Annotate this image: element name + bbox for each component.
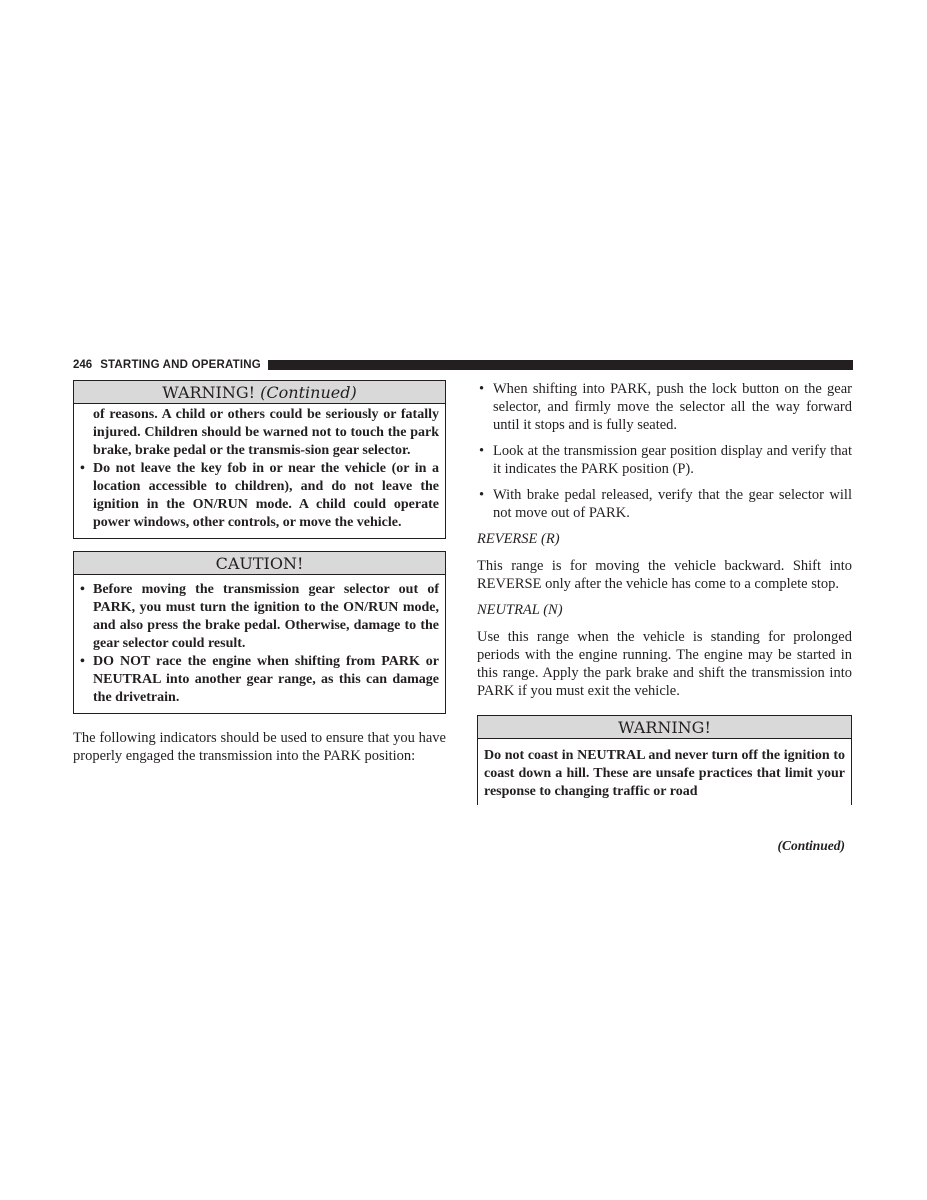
neutral-warning-body (478, 739, 851, 805)
caution-bullet: • Before moving the transmission gear selector out of PARK, you must turn the ignition to the ON/RUN mode, and also press the brake pedal. Otherwise, damage to the gear selector could result. (80, 581, 439, 653)
header-rule (268, 360, 853, 370)
page-number: 246 (73, 359, 93, 371)
warning-bullets (80, 460, 439, 532)
warning-title (74, 381, 445, 404)
neutral-warning-box (477, 715, 852, 805)
neutral-warning-text: Do not coast in NEUTRAL and never turn off the ignition to coast down a hill. These are unsafe practices that limit your response to changing traffic or road (484, 748, 845, 799)
warning-label: WARNING! (162, 383, 256, 402)
warning-bullet: • Do not leave the key fob in or near the vehicle (or in a location accessible to children), and do not leave the ignition in the ON/RUN mode. A child could operate power windows, other controls, or move the vehicle. (80, 460, 439, 532)
left-column (73, 380, 446, 765)
neutral-paragraph: Use this range when the vehicle is standing for prolonged periods with the engine running. The engine may be started in this range. Apply the park brake and shift the transmission into PARK if you must exit the vehicle. (477, 629, 852, 699)
caution-body (74, 575, 445, 713)
warning-box-continued (73, 380, 446, 539)
list-item: • When shifting into PARK, push the lock button on the gear selector, and firmly move the selector all the way forward until it stops and is fully seated. (477, 380, 852, 434)
caution-box (73, 551, 446, 714)
neutral-heading: NEUTRAL (N) (477, 602, 563, 618)
page-header (73, 358, 853, 372)
list-item: • Look at the transmission gear position display and verify that it indicates the PARK position (P). (477, 442, 852, 478)
reverse-heading: REVERSE (R) (477, 531, 560, 547)
list-item: • With brake pedal released, verify that the gear selector will not move out of PARK. (477, 486, 852, 522)
warning-continued-label: (Continued) (260, 383, 357, 402)
park-indicator-list (477, 380, 852, 522)
caution-bullets (80, 581, 439, 707)
caution-title: CAUTION! (74, 552, 445, 575)
warning-continuation-text: of reasons. A child or others could be seriously or fatally injured. Children should be warned not to touch the park brake, brake pedal or the transmis-sion gear selector. (93, 407, 439, 458)
neutral-warning-title: WARNING! (478, 716, 851, 739)
right-column (477, 380, 852, 805)
warning-body (74, 404, 445, 538)
caution-bullet: • DO NOT race the engine when shifting from PARK or NEUTRAL into another gear range, as this can damage the drivetrain. (80, 653, 439, 707)
continued-marker: (Continued) (777, 838, 845, 853)
indicators-paragraph: The following indicators should be used to ensure that you have properly engaged the transmission into the PARK position: (73, 730, 446, 764)
section-title: STARTING AND OPERATING (100, 359, 261, 371)
reverse-paragraph: This range is for moving the vehicle backward. Shift into REVERSE only after the vehicle has come to a complete stop. (477, 558, 852, 592)
